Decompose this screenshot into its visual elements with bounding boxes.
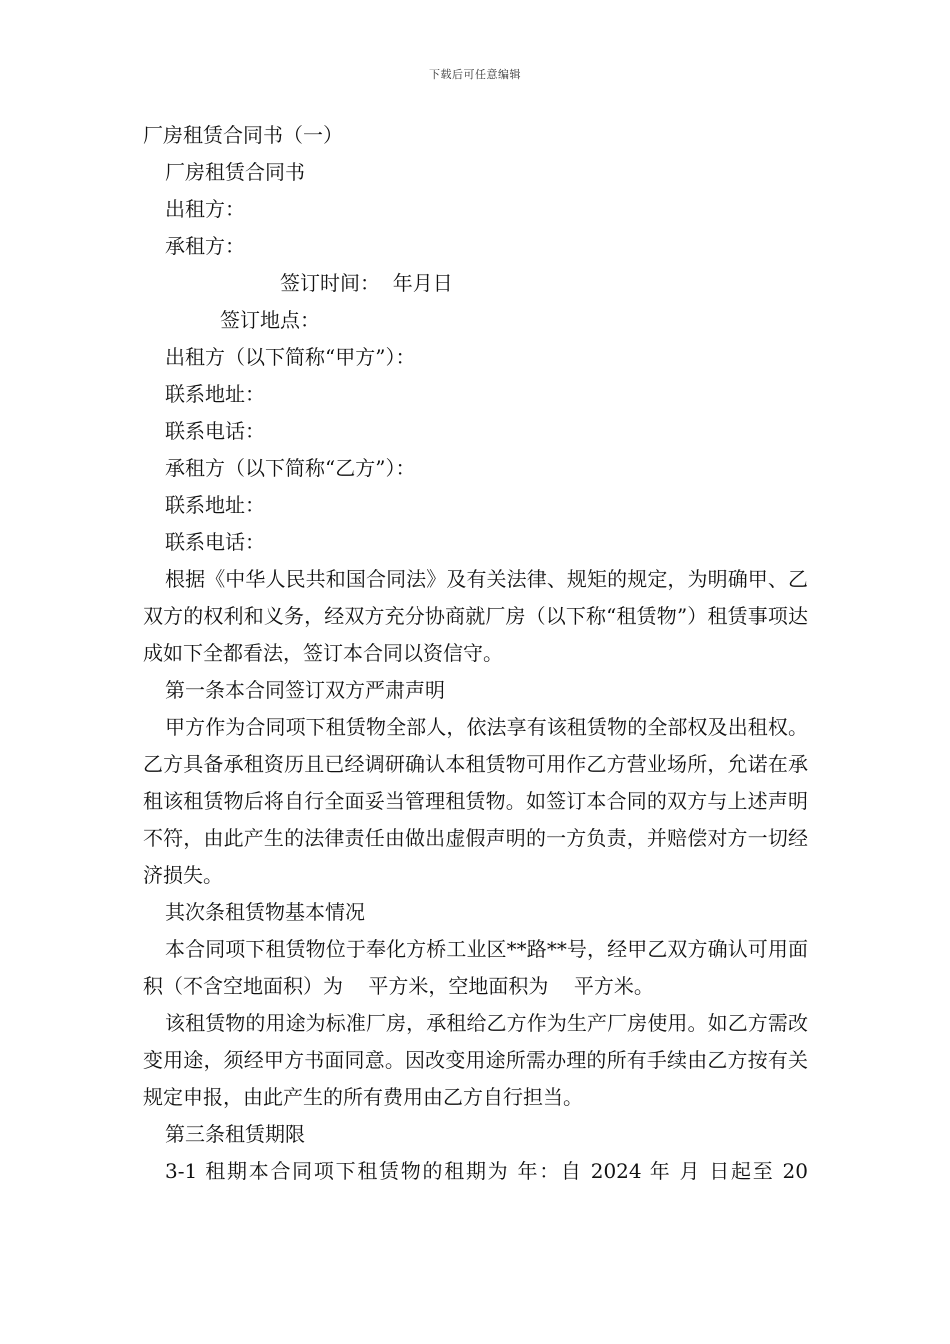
party-b-intro: 承租方（以下简称“乙方”）： <box>165 456 416 480</box>
lessee-label: 承租方： <box>165 234 245 258</box>
sign-date: 签订时间： 年月日 <box>280 271 453 295</box>
article2-title: 其次条租赁物基本情况 <box>165 900 365 924</box>
article2-body-1: 本合同项下租赁物位于奉化方桥工业区**路**号，经甲乙双方确认可用面积（不含空地面积）为 平方米，空地面积为 平方米。 <box>143 937 808 998</box>
lessor-label: 出租方： <box>165 197 245 221</box>
article3-clause1: 3-1 租期本合同项下租赁物的租期为 年：自 2024 年 月 日起至 20 <box>165 1159 808 1183</box>
header-note: 下载后可任意编辑 <box>429 68 521 81</box>
party-b-address: 联系地址： <box>165 493 265 517</box>
party-b-phone: 联系电话： <box>165 530 265 554</box>
article1-body: 甲方作为合同项下租赁物全部人，依法享有该租赁物的全部权及出租权。乙方具备承租资历且已经调研确认本租赁物可用作乙方营业场所，允诺在承租该租赁物后将自行全面妥当管理租赁物。如签订本合同的双方与上述声明不符，由此产生的法律责任由做出虚假声明的一方负责，并赔偿对方一切经济损失。 <box>143 715 808 887</box>
contract-subtitle: 厂房租赁合同书 <box>165 160 305 184</box>
party-a-phone: 联系电话： <box>165 419 265 443</box>
preamble-paragraph: 根据《中华人民共和国合同法》及有关法律、规矩的规定，为明确甲、乙双方的权利和义务，经双方充分协商就厂房（以下称“租赁物”）租赁事项达成如下全都看法，签订本合同以资信守。 <box>143 567 808 665</box>
article3-title: 第三条租赁期限 <box>165 1122 305 1146</box>
article1-title: 第一条本合同签订双方严肃声明 <box>165 678 445 702</box>
article2-body-2: 该租赁物的用途为标准厂房，承租给乙方作为生产厂房使用。如乙方需改变用途，须经甲方书面同意。因改变用途所需办理的所有手续由乙方按有关规定申报，由此产生的所有费用由乙方自行担当。 <box>143 1011 808 1109</box>
party-a-intro: 出租方（以下简称“甲方”）： <box>165 345 416 369</box>
document-title: 厂房租赁合同书（一） <box>143 123 343 147</box>
party-a-address: 联系地址： <box>165 382 265 406</box>
sign-place: 签订地点： <box>220 308 320 332</box>
document-body <box>143 117 808 1190</box>
